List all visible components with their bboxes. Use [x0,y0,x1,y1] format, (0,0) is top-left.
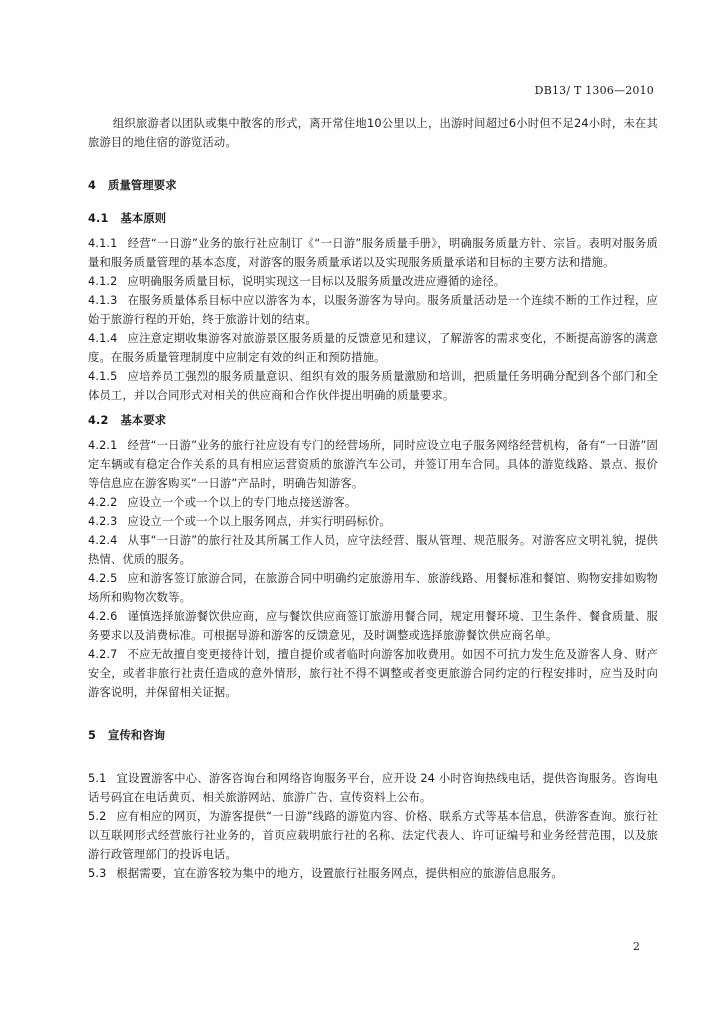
section-title: 宣传和咨询 [108,729,166,742]
clause-text: 应有相应的网页，为游客提供“一日游”线路的游览内容、价格、联系方式等基本信息，供游客查询。旅行社以互联网形式经营旅行社业务的，首页应载明旅行社的名称、法定代表人、许可证编号和业务经营范围，以及旅游行政管理部门的投诉电话。 [88,810,658,861]
clause-number: 4.2.1 [88,439,118,452]
clause-4-1-3 [88,291,658,329]
clause-number: 4.1.2 [88,275,118,288]
clause-4-2-5 [88,569,658,607]
section-4-heading [88,176,658,195]
clause-4-1-4 [88,329,658,367]
section-5-heading [88,726,658,745]
subsection-4-2-heading [88,411,658,430]
clause-number: 5.3 [88,867,107,880]
subsection-title: 基本原则 [120,212,167,225]
clause-number: 4.1.1 [88,237,118,250]
clause-text: 应培养员工强烈的服务质量意识、组织有效的服务质量激励和培训，把质量任务明确分配到各个部门和全体员工，并以合同形式对相关的供应商和合作伙伴提出明确的质量要求。 [88,370,658,402]
section-number: 4 [88,179,97,192]
clause-4-1-5 [88,367,658,405]
subsection-title: 基本要求 [120,414,167,427]
clause-number: 4.2.3 [88,515,118,528]
clause-text: 应注意定期收集游客对旅游景区服务质量的反馈意见和建议，了解游客的需求变化，不断提高游客的满意度。在服务质量管理制度中应制定有效的纠正和预防措施。 [88,332,658,364]
clause-text: 谨慎选择旅游餐饮供应商，应与餐饮供应商签订旅游用餐合同，规定用餐环境、卫生条件、餐食质量、服务要求以及消费标准。可根据导游和游客的反馈意见，及时调整或选择旅游餐饮供应商名单。 [88,610,658,642]
clause-5-2 [88,807,658,864]
subsection-number: 4.2 [88,414,109,427]
standard-code: DB13/ T 1306—2010 [534,84,654,97]
clause-4-1-2 [88,272,658,291]
clause-number: 5.2 [88,810,107,823]
clause-4-2-7 [88,645,658,702]
clause-text: 经营“一日游”业务的旅行社应设有专门的经营场所，同时应设立电子服务网络经营机构，备有“一日游”固定车辆或有稳定合作关系的具有相应运营资质的旅游汽车公司，并签订用车合同。具体的游览线路、景点、报价等信息应在游客购买“一日游”产品时，明确告知游客。 [88,439,658,490]
clause-5-1 [88,769,658,807]
clause-text: 应设立一个或一个以上服务网点，并实行明码标价。 [127,515,391,528]
clause-number: 4.2.2 [88,496,118,509]
clause-text: 根据需要，宜在游客较为集中的地方，设置旅行社服务网点，提供相应的旅游信息服务。 [116,867,563,880]
clause-number: 4.1.5 [88,370,118,383]
clause-text: 应明确服务质量目标，说明实现这一目标以及服务质量改进应遵循的途径。 [127,275,506,288]
subsection-number: 4.1 [88,212,109,225]
clause-5-3 [88,864,658,883]
clause-4-1-1 [88,234,658,272]
clause-text: 宜设置游客中心、游客咨询台和网络咨询服务平台，应开设 24 小时咨询热线电话，提供咨询服务。咨询电话号码宜在电话黄页、相关旅游网站、旅游广告、宣传资料上公布。 [88,772,658,804]
clause-4-2-3 [88,512,658,531]
clause-number: 4.1.4 [88,332,118,345]
clause-number: 4.2.4 [88,534,118,547]
section-number: 5 [88,729,97,742]
page-number: 2 [633,940,640,953]
section-title: 质量管理要求 [108,179,177,192]
clause-4-2-2 [88,493,658,512]
clause-4-2-4 [88,531,658,569]
clause-text: 在服务质量体系目标中应以游客为本，以服务游客为导向。服务质量活动是一个连续不断的工作过程，应始于旅游行程的开始，终于旅游计划的结束。 [88,294,658,326]
clause-number: 4.1.3 [88,294,118,307]
clause-number: 4.2.5 [88,572,118,585]
document-body [88,114,658,883]
clause-text: 应设立一个或一个以上的专门地点接送游客。 [127,496,357,509]
clause-text: 经营“一日游”业务的旅行社应制订《“一日游”服务质量手册》，明确服务质量方针、宗旨。表明对服务质量和服务质量管理的基本态度，对游客的服务质量承诺以及实现服务质量承诺和目标的主要方法和措施。 [88,237,658,269]
clause-4-2-6 [88,607,658,645]
clause-text: 从事“一日游”的旅行社及其所属工作人员，应守法经营、服从管理、规范服务。对游客应文明礼貌，提供热情、优质的服务。 [88,534,658,566]
clause-text: 不应无故擅自变更接待计划，擅自提价或者临时向游客加收费用。如因不可抗力发生危及游客人身、财产安全，或者非旅行社责任造成的意外情形，旅行社不得不调整或者变更旅游合同约定的行程安排时，应当及时向游客说明，并保留相关证据。 [88,648,658,699]
clause-number: 4.2.6 [88,610,118,623]
clause-text: 应和游客签订旅游合同，在旅游合同中明确约定旅游用车、旅游线路、用餐标准和餐馆、购物安排如购物场所和购物次数等。 [88,572,658,604]
clause-4-2-1 [88,436,658,493]
clause-number: 4.2.7 [88,648,118,661]
definition-paragraph: 组织旅游者以团队或集中散客的形式，离开常住地10公里以上，出游时间超过6小时但不足24小时，未在其旅游目的地住宿的游览活动。 [88,117,658,149]
subsection-4-1-heading [88,209,658,228]
clause-number: 5.1 [88,772,107,785]
